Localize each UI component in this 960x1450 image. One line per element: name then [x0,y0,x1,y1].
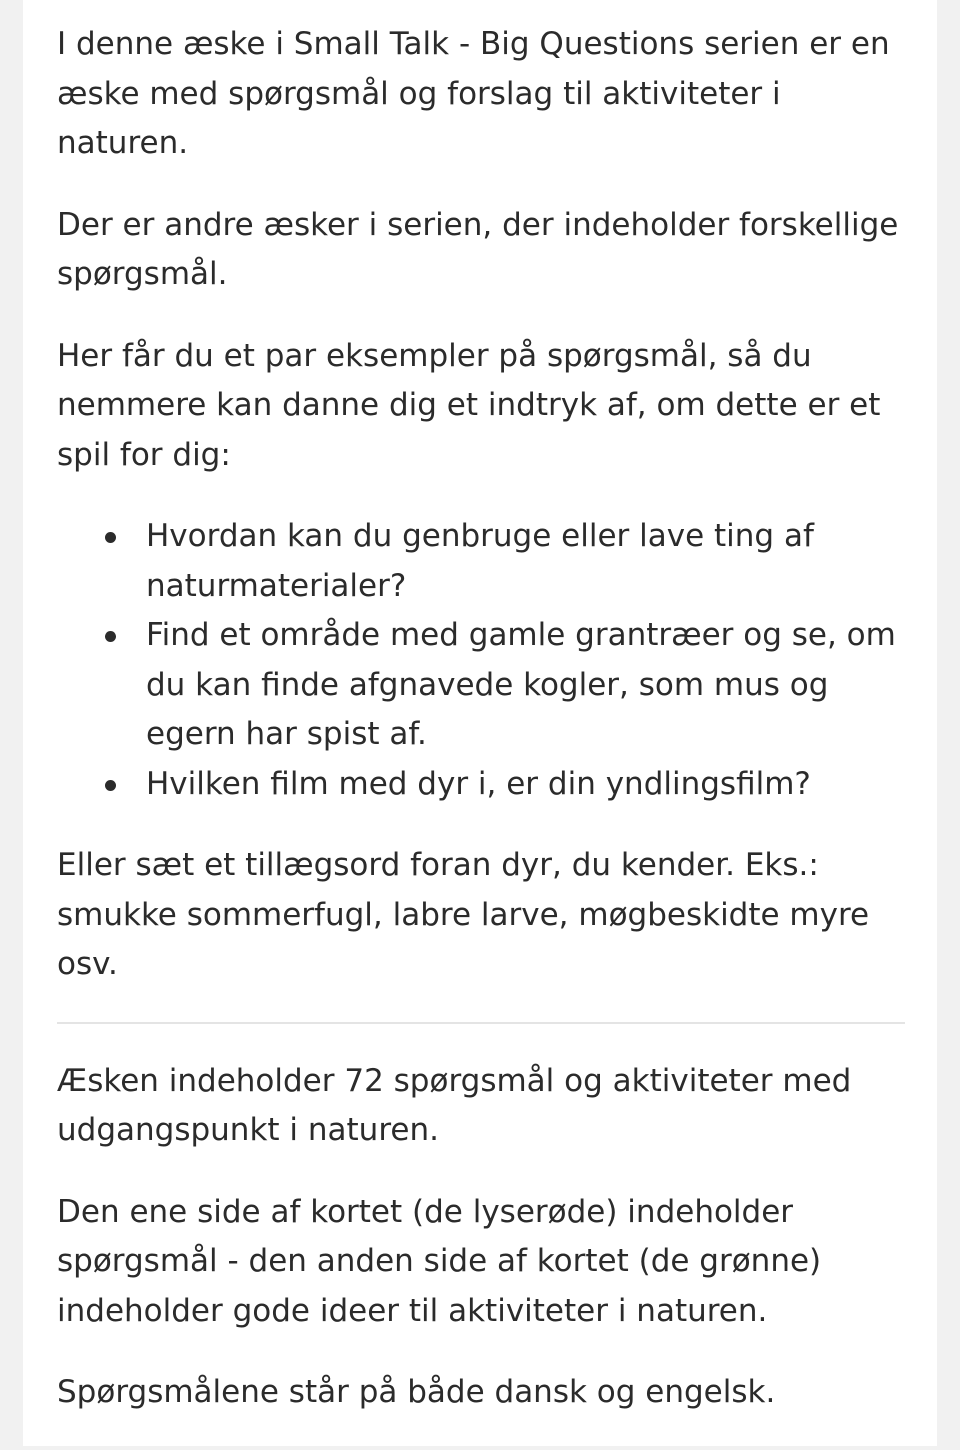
list-item [146,512,917,611]
list-item [146,611,917,760]
series-paragraph: Der er andre æsker i serien, der indeholder forskellige spørgsmål. [57,206,899,292]
contents-paragraph: Æsken indeholder 72 spørgsmål og aktiviteter med udgangspunkt i naturen. [57,1062,852,1148]
list-item-text: Find et område med gamle grantræer og se, om du kan finde afgnavede kogler, som mus og egern har spist af. [146,617,896,752]
bullet-icon [105,780,116,791]
intro-paragraph: I denne æske i Small Talk - Big Questions serien er en æske med spørgsmål og forslag til aktiviteter i naturen. [57,26,890,161]
product-description [57,20,917,1450]
examples-intro-paragraph: Her får du et par eksempler på spørgsmål, så du nemmere kan danne dig et indtryk af, om dette er et spil for dig: [57,337,881,473]
language-paragraph: Spørgsmålene står på både dansk og engelsk. [57,1374,776,1410]
adjective-paragraph: Eller sæt et tillægsord foran dyr, du kender. Eks.: smukke sommerfugl, labre larve, møgbeskidte myre osv. [57,847,870,982]
divider [57,1022,905,1024]
list-item [146,760,917,810]
bullet-icon [105,532,116,543]
examples-list [57,512,917,809]
list-item-text: Hvordan kan du genbruge eller lave ting af naturmaterialer? [146,518,814,604]
bullet-icon [105,631,116,642]
card-sides-paragraph: Den ene side af kortet (de lyserøde) indeholder spørgsmål - den anden side af kortet (de grønne) indeholder gode ideer til aktiviteter i naturen. [57,1193,822,1329]
list-item-text: Hvilken film med dyr i, er din yndlingsfilm? [146,765,811,802]
